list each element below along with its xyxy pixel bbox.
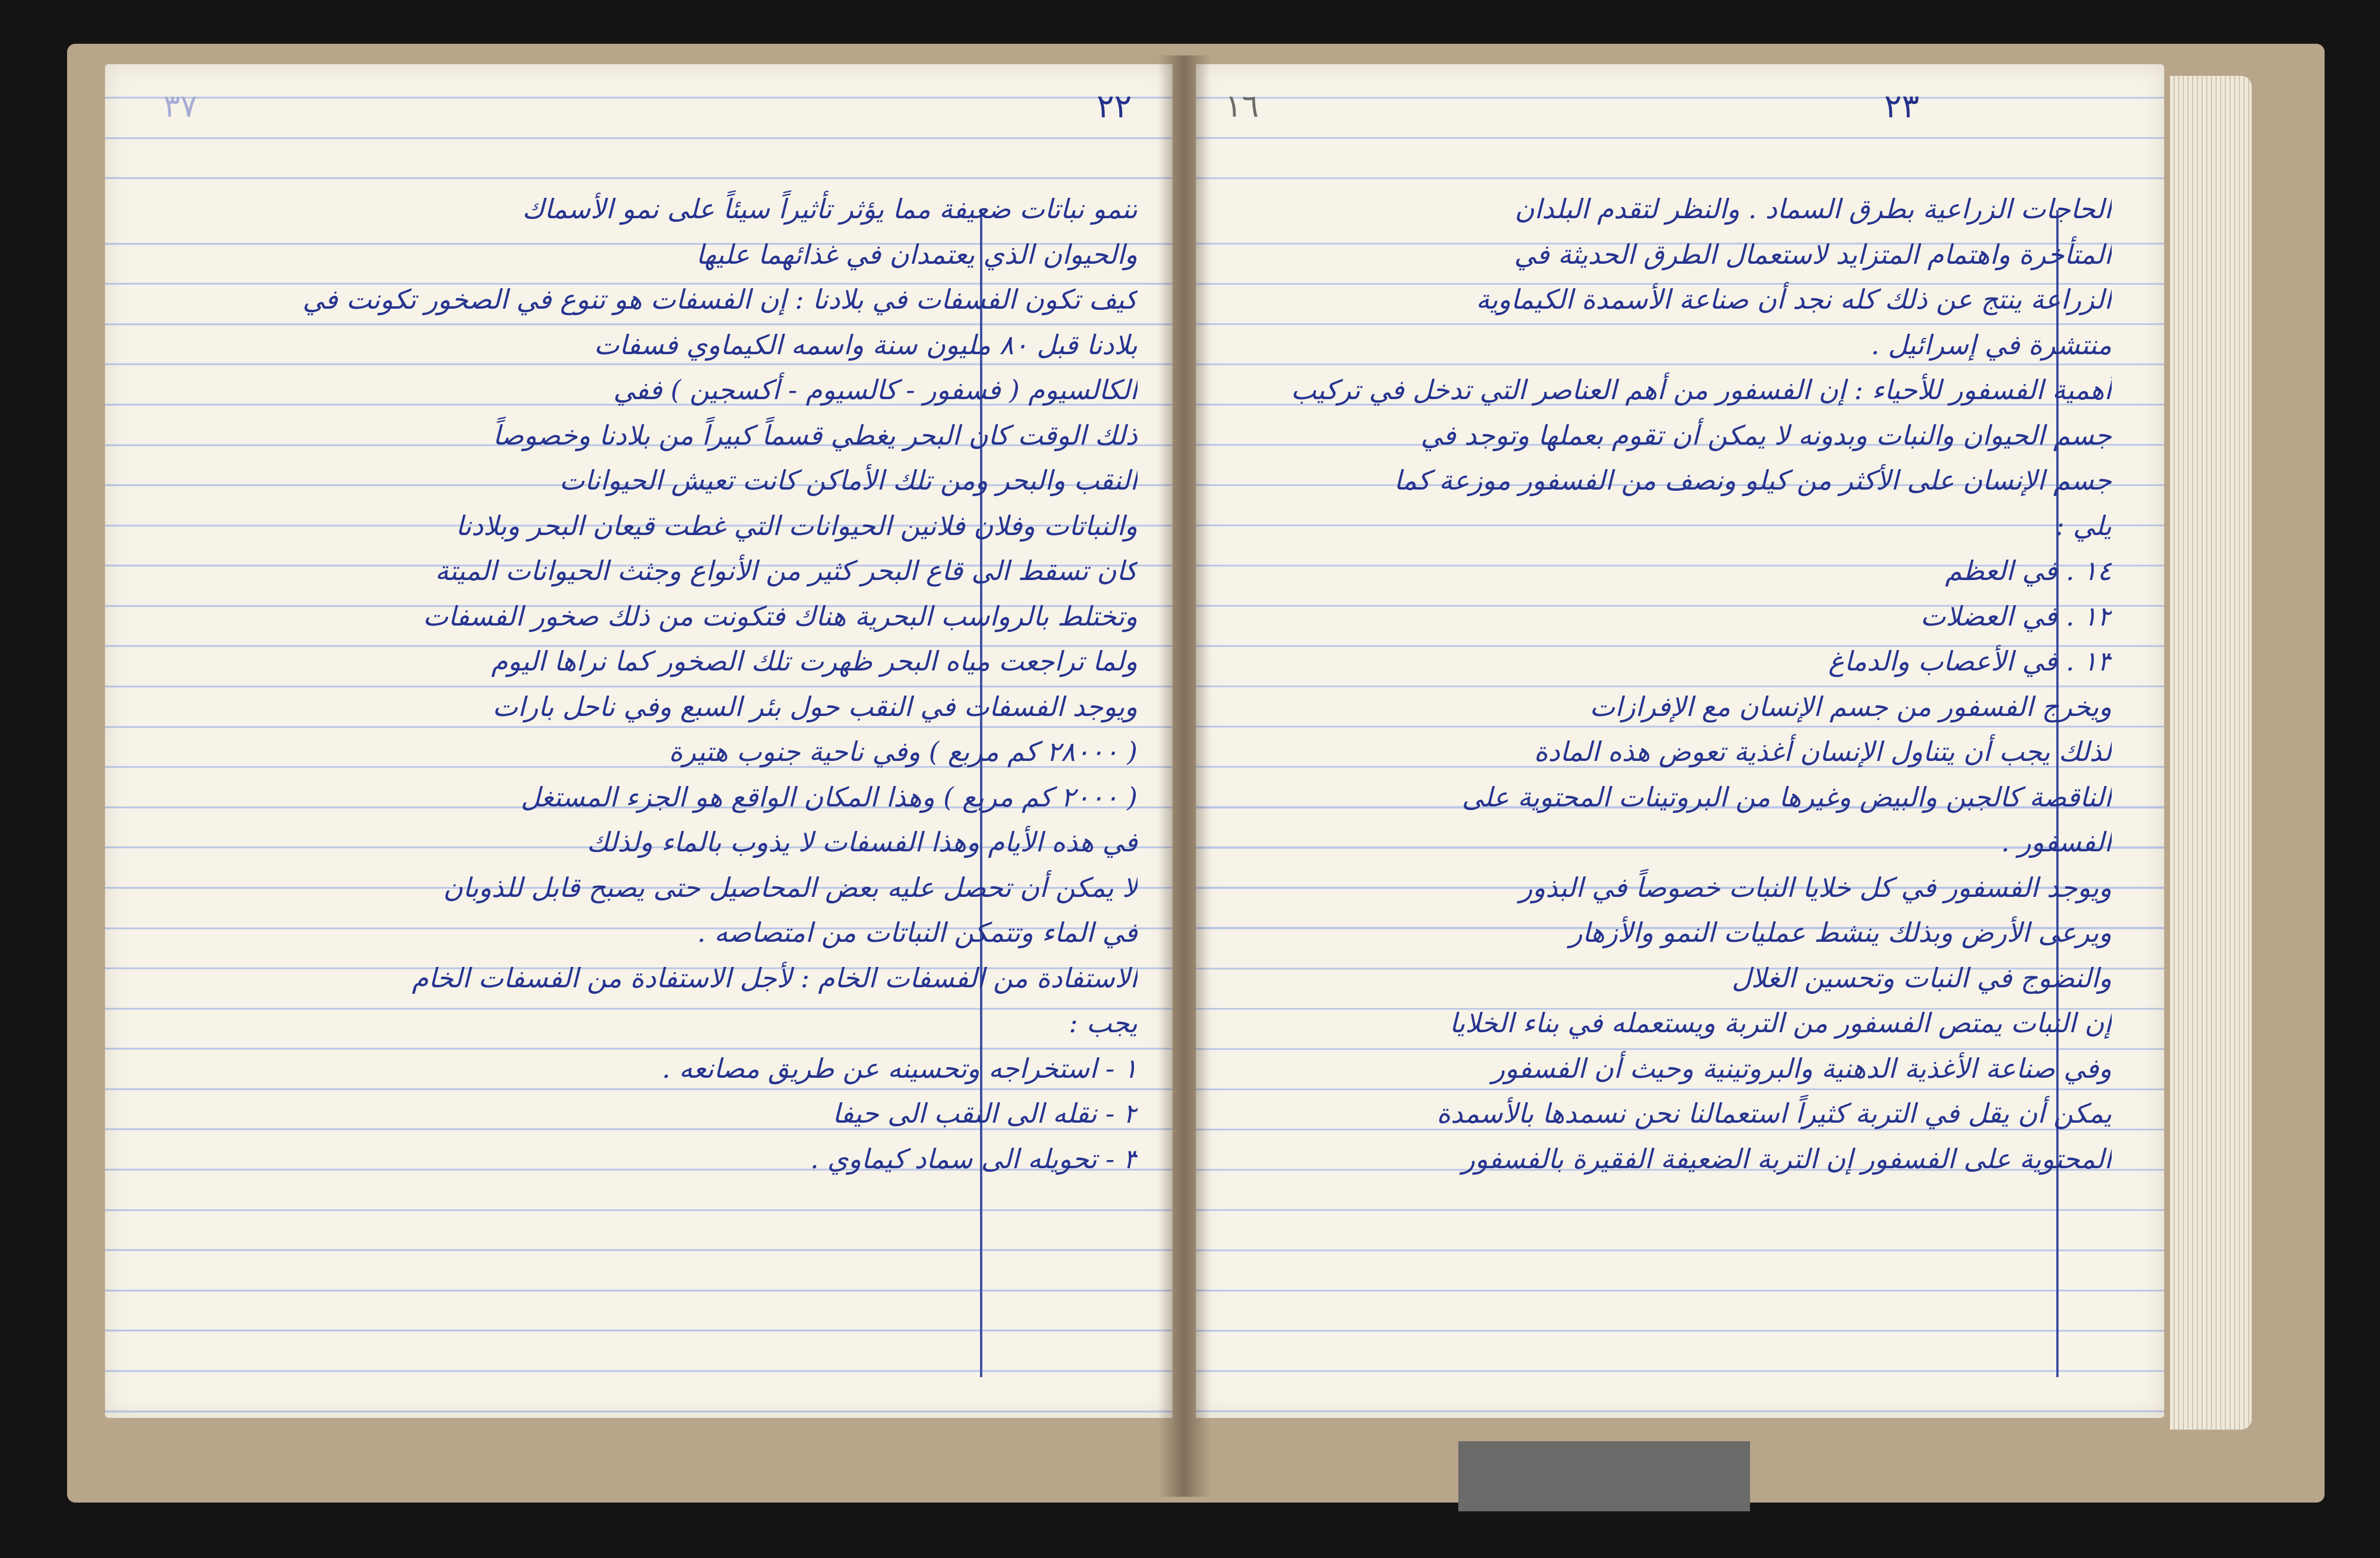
text-line: والنباتات وفلان فلانين الحيوانات التي غطت قيعان البحر وبلادنا <box>456 509 1138 542</box>
text-line: في هذه الأيام وهذا الفسفات لا يذوب بالماء ولذلك <box>586 826 1138 858</box>
left-page <box>105 64 1172 1418</box>
text-line: ويخرج الفسفور من جسم الإنسان مع الإفرازات <box>1590 690 2112 722</box>
text-line: ٣ - تحويله الى سماد كيماوي . <box>810 1143 1138 1175</box>
text-line: ويرعى الأرض وبذلك ينشط عمليات النمو والأزهار <box>1569 917 2112 948</box>
text-line: يجب : <box>1069 1007 1138 1039</box>
cover-label-strip <box>1458 1441 1750 1511</box>
text-line: ١ - استخراجه وتحسينه عن طريق مصانعه . <box>662 1052 1138 1084</box>
page-number: ٢٣ <box>1884 88 1920 125</box>
text-line: وفي صناعة الأغذية الدهنية والبروتينية وحيث أن الفسفور <box>1492 1052 2112 1084</box>
text-line: وتختلط بالرواسب البحرية هناك فتكونت من ذلك صخور الفسفات <box>422 600 1138 632</box>
text-line: يلي : <box>2055 509 2112 542</box>
handwritten-lines <box>128 187 1138 1182</box>
text-line: جسم الحيوان والنبات وبدونه لا يمكن أن تقوم بعملها وتوجد في <box>1420 419 2112 451</box>
text-line: كيف تكون الفسفات في بلادنا : إن الفسفات هو تنوع في الصخور تكونت في <box>302 284 1138 315</box>
text-line: يمكن أن يقل في التربة كثيراً استعمالنا نحن نسمدها بالأسمدة <box>1436 1098 2112 1129</box>
text-line: لذلك يجب أن يتناول الإنسان أغذية تعوض هذه المادة <box>1534 736 2112 767</box>
text-line: أهمية الفسفور للأحياء : إن الفسفور من أهم العناصر التي تدخل في تركيب <box>1290 374 2112 406</box>
pencil-number: ١٦ <box>1225 88 1259 124</box>
text-line: منتشرة في إسرائيل . <box>1871 329 2112 361</box>
page-number: ٢٢ <box>1097 88 1132 125</box>
text-line: والحيوان الذي يعتمدان في غذائهما عليها <box>696 238 1138 270</box>
text-line: النقب والبحر ومن تلك الأماكن كانت تعيش الحيوانات <box>559 464 1138 496</box>
text-line: في الماء وتتمكن النباتات من امتصاصه . <box>697 917 1138 948</box>
text-line: ٢ - نقله الى النقب الى حيفا <box>832 1098 1138 1129</box>
handwritten-lines <box>1237 187 2112 1182</box>
text-line: والنضوج في النبات وتحسين الغلال <box>1731 962 2112 994</box>
text-line: لا يمكن أن تحصل عليه بعض المحاصيل حتى يصبح قابل للذوبان <box>443 871 1138 903</box>
text-line: الاستفادة من الفسفات الخام : لأجل الاستفادة من الفسفات الخام <box>412 962 1138 994</box>
text-line: الفسفور . <box>2001 826 2112 858</box>
text-line: ١٢ . في العضلات <box>1920 600 2112 632</box>
text-line: ولما تراجعت مياه البحر ظهرت تلك الصخور كما نراها اليوم <box>491 645 1138 677</box>
text-line: كان تسقط الى قاع البحر كثير من الأنواع وجثث الحيوانات الميتة <box>435 555 1138 586</box>
text-line: إن النبات يمتص الفسفور من التربة ويستعمله في بناء الخلايا <box>1449 1007 2112 1039</box>
text-line: المحتوية على الفسفور إن التربة الضعيفة الفقيرة بالفسفور <box>1462 1143 2112 1175</box>
page-edges <box>2170 76 2252 1430</box>
text-line: تنمو نباتات ضعيفة مما يؤثر تأثيراً سيئاً على نمو الأسماك <box>522 193 1138 225</box>
bleed-through-number: ٣٧ <box>163 88 198 124</box>
text-line: الناقصة كالجبن والبيض وغيرها من البروتينات المحتوية على <box>1461 781 2112 813</box>
text-line: ويوجد الفسفور في كل خلايا النبات خصوصاً في البذور <box>1519 871 2112 903</box>
text-line: المتأخرة واهتمام المتزايد لاستعمال الطرق الحديثة في <box>1514 238 2112 270</box>
text-line: جسم الإنسان على الأكثر من كيلو ونصف من الفسفور موزعة كما <box>1394 464 2112 496</box>
text-line: الحاجات الزراعية بطرق السماد . والنظر لتقدم البلدان <box>1514 193 2112 225</box>
spine-gutter <box>1158 55 1210 1497</box>
text-line: الكالسيوم ( فسفور - كالسيوم - أكسجين ) ففي <box>613 374 1138 406</box>
text-line: ( ٢٨٠٠٠ كم مربع ) وفي ناحية جنوب هتيرة <box>668 736 1138 767</box>
text-line: ذلك الوقت كان البحر يغطي قسماً كبيراً من بلادنا وخصوصاً <box>492 419 1138 451</box>
text-line: الزراعة ينتج عن ذلك كله نجد أن صناعة الأسمدة الكيماوية <box>1476 284 2112 315</box>
text-line: ١٤ . في العظم <box>1945 555 2112 586</box>
text-line: ١٣ . في الأعصاب والدماغ <box>1828 645 2112 677</box>
text-line: ويوجد الفسفات في النقب حول بئر السبع وفي ناحل بارات <box>492 690 1138 722</box>
text-line: ( ٢٠٠٠ كم مربع ) وهذا المكان الواقع هو الجزء المستغل <box>520 781 1138 813</box>
right-page <box>1196 64 2164 1418</box>
text-line: بلادنا قبل ٨٠ مليون سنة واسمه الكيماوي فسفات <box>594 329 1138 361</box>
